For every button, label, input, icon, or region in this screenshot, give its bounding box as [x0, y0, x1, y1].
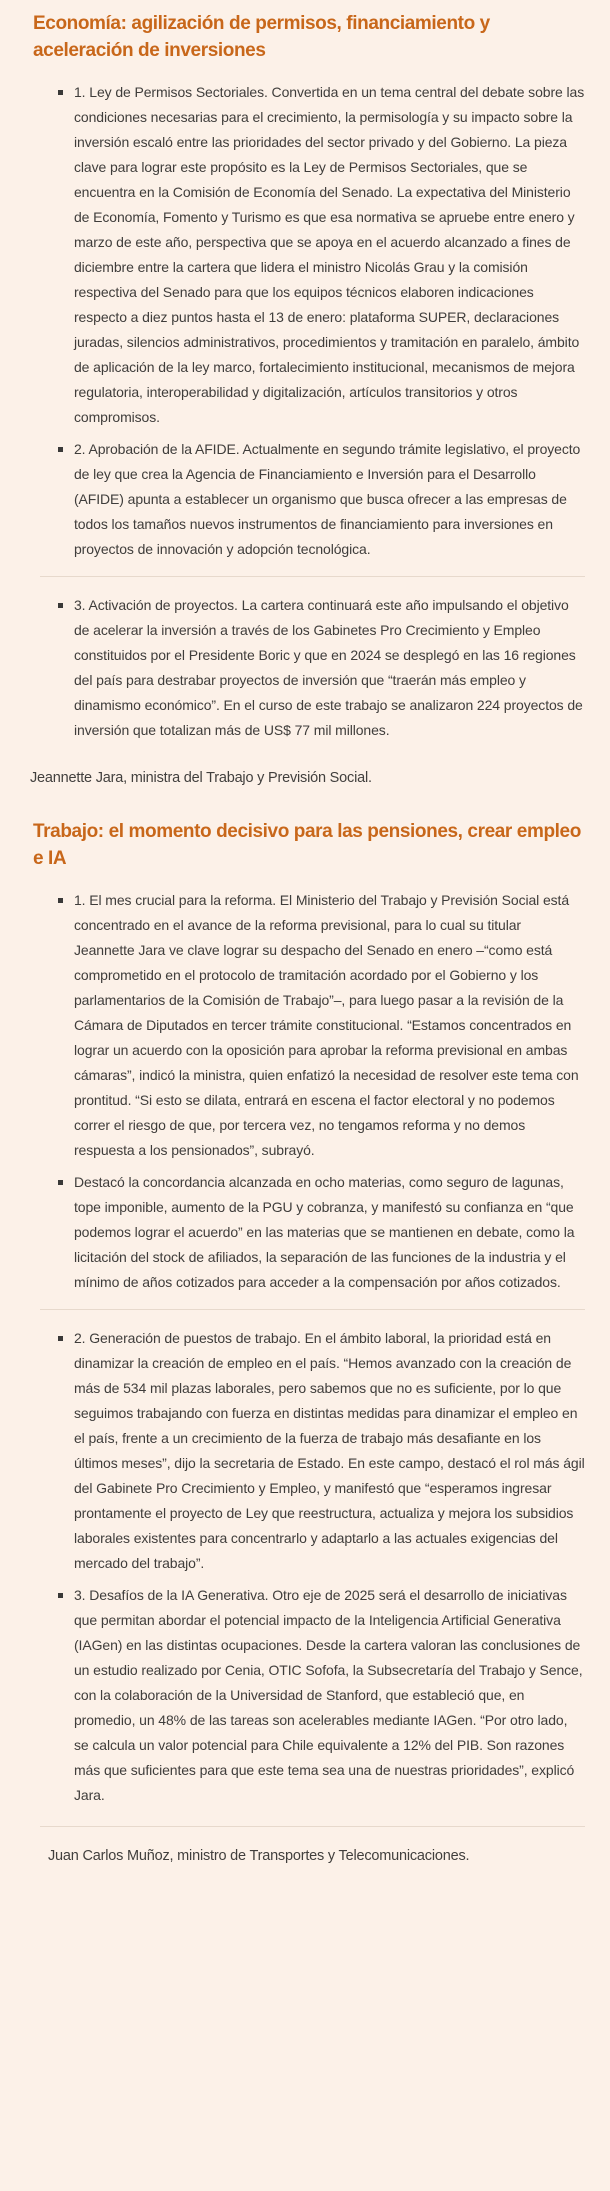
list-item-text: 3. Desafíos de la IA Generativa. Otro eje de 2025 será el desarrollo de iniciativas que permitan abordar el potencial impacto de la Inteligencia Artificial Generativa (IAGen) en las distintas ocupaciones. Desde la cartera valoran las conclusiones de un estudio realizado por Cenia, OTIC Sofofa, la Subsecretaría del Trabajo y Sence, con la colaboración de la Universidad de Stanford, que estableció que, en promedio, un 48% de las tareas son acelerables mediante IAGen. “Por otro lado, se calcula un valor potencial para Chile equivalente a 12% del PIB. Son razones más que suficientes para que este tema sea una de nuestras prioridades”, explicó Jara.: [74, 1587, 583, 1803]
bullet-icon: [58, 1593, 63, 1598]
bullet-icon: [58, 898, 63, 903]
list-item-text: 2. Generación de puestos de trabajo. En el ámbito laboral, la prioridad está en dinamizar la creación de empleo en el país. “Hemos avanzado con la creación de más de 534 mil plazas laborales, pero sabemos que no es suficiente, por lo que seguimos trabajando con fuerza en distintas medidas para dinamizar el empleo en el país, frente a un crecimiento de la fuerza de trabajo más desafiante en los últimos meses”, dijo la secretaria de Estado. En este campo, destacó el rol más ágil del Gabinete Pro Crecimiento y Empleo, y manifestó que “esperamos ingresar prontamente el proyecto de Ley que reestructura, actualiza y mejora los subsidios laborales existentes para concentrarlo y adaptarlo a las actuales exigencias del mercado del trabajo”.: [74, 1330, 585, 1571]
bullet-list: [33, 888, 585, 1295]
bullet-icon: [58, 1336, 63, 1341]
list-item: [33, 593, 585, 743]
item-divider: [40, 576, 585, 577]
list-item-text: 3. Activación de proyectos. La cartera continuará este año impulsando el objetivo de acelerar la inversión a través de los Gabinetes Pro Crecimiento y Empleo constituidos por el Presidente Boric y que en 2024 se desplegó en las 16 regiones del país para destrabar proyectos de inversión que “traerán más empleo y dinamismo económico”. En el curso de este trabajo se analizaron 224 proyectos de inversión que totalizan más de US$ 77 mil millones.: [74, 597, 583, 738]
bullet-list: [33, 80, 585, 562]
list-item-text: 1. El mes crucial para la reforma. El Ministerio del Trabajo y Previsión Social está concentrado en el avance de la reforma previsional, para lo cual su titular Jeannette Jara ve clave lograr su despacho del Senado en enero –“como está comprometido en el protocolo de tramitación acordado por el Gobierno y los parlamentarios de la Comisión de Trabajo”–, para luego pasar a la revisión de la Cámara de Diputados en tercer trámite constitucional. “Estamos concentrados en lograr un acuerdo con la oposición para aprobar la reforma previsional en ambas cámaras”, indicó la ministra, quien enfatizó la necesidad de resolver este tema con prontitud. “Si esto se dilata, entrará en escena el factor electoral y no podemos correr el riesgo de que, por tercera vez, no tengamos reforma y no demos respuesta a los pensionados”, subrayó.: [74, 892, 579, 1158]
bullet-icon: [58, 1180, 63, 1185]
section-economia: [30, 10, 585, 788]
list-item: [33, 1326, 585, 1576]
bullet-list: [33, 593, 585, 743]
section-heading-trabajo: Trabajo: el momento decisivo para las pensiones, crear empleo e IA: [33, 821, 581, 869]
list-item: [33, 1170, 585, 1295]
list-item: [33, 888, 585, 1163]
list-item-text: Destacó la concordancia alcanzada en ocho materias, como seguro de lagunas, tope imponible, aumento de la PGU y cobranza, y manifestó su confianza en “que podemos lograr el acuerdo” en las materias que se mantienen en debate, como la licitación del stock de afiliados, la separación de las funciones de la industria y el mínimo de años cotizados para acceder a la compensación por años cotizados.: [74, 1174, 575, 1290]
list-item: [33, 1583, 585, 1808]
photo-caption-munoz: Juan Carlos Muñoz, ministro de Transportes y Telecomunicaciones.: [48, 1848, 470, 1864]
section-trabajo: [33, 818, 585, 1866]
bullet-icon: [58, 447, 63, 452]
bullet-icon: [58, 603, 63, 608]
section-end-divider: [40, 1826, 585, 1827]
list-item-text: 1. Ley de Permisos Sectoriales. Convertida en un tema central del debate sobre las condiciones necesarias para el crecimiento, la permisología y su impacto sobre la inversión escaló entre las prioridades del sector privado y del Gobierno. La pieza clave para lograr este propósito es la Ley de Permisos Sectoriales, que se encuentra en la Comisión de Economía del Senado. La expectativa del Ministerio de Economía, Fomento y Turismo es que esa normativa se apruebe entre enero y marzo de este año, perspectiva que se apoya en el acuerdo alcanzado a fines de diciembre entre la cartera que lidera el ministro Nicolás Grau y la comisión respectiva del Senado para que los equipos técnicos elaboren indicaciones respecto a diez puntos hasta el 13 de enero: plataforma SUPER, declaraciones juradas, silencios administrativos, procedimientos y tramitación en paralelo, ámbito de aplicación de la ley marco, fortalecimiento institucional, mecanismos de mejora regulatoria, interoperabilidad y digitalización, artículos transitorios y otros compromisos.: [74, 84, 585, 425]
list-item: [33, 437, 585, 562]
list-item-text: 2. Aprobación de la AFIDE. Actualmente en segundo trámite legislativo, el proyecto de ley que crea la Agencia de Financiamiento e Inversión para el Desarrollo (AFIDE) apunta a establecer un organismo que busca ofrecer a las empresas de todos los tamaños nuevos instrumentos de financiamiento para inversiones en proyectos de innovación y adopción tecnológica.: [74, 441, 581, 557]
bullet-list: [33, 1326, 585, 1808]
bullet-icon: [58, 90, 63, 95]
list-item: [33, 80, 585, 430]
section-heading-economia: Economía: agilización de permisos, financiamiento y aceleración de inversiones: [33, 13, 490, 61]
item-divider: [40, 1309, 585, 1310]
photo-caption-jara: Jeannette Jara, ministra del Trabajo y Previsión Social.: [30, 770, 372, 786]
